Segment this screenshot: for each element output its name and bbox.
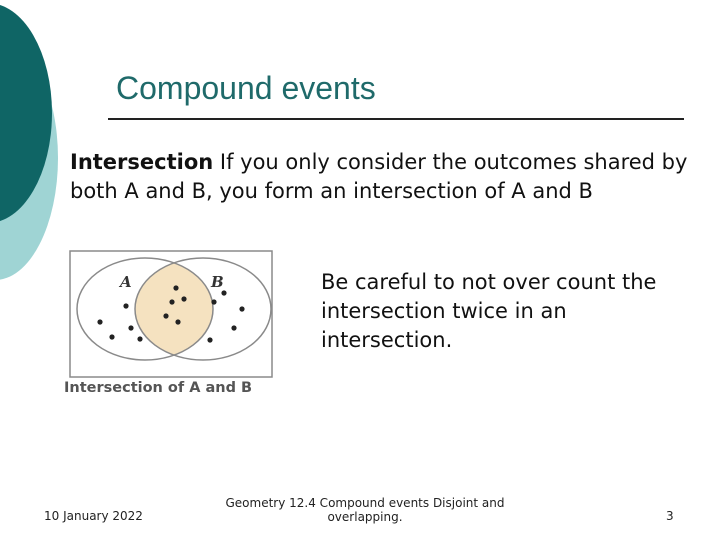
venn-caption: Intersection of A and B <box>64 380 253 396</box>
outcome-dot <box>221 290 226 295</box>
outcome-dot <box>181 296 186 301</box>
outcome-dot <box>211 299 216 304</box>
outcome-dot <box>97 319 102 324</box>
title-divider <box>108 118 684 120</box>
intro-term: Intersection <box>70 150 214 174</box>
venn-label-b: B <box>211 273 224 291</box>
outcome-dot <box>123 303 128 308</box>
caution-note: Be careful to not over count the intersection twice in an intersection. <box>321 270 657 352</box>
outcome-dot <box>109 334 114 339</box>
outcome-dot <box>169 299 174 304</box>
venn-diagram <box>64 246 284 398</box>
page-number: 3 <box>666 509 674 523</box>
intro-paragraph <box>70 148 690 206</box>
intro-body: If you only consider the outcomes shared by both A and B, you form an intersection of A and B <box>70 150 688 203</box>
outcome-dot <box>207 337 212 342</box>
outcome-dot <box>239 306 244 311</box>
outcome-dot <box>173 285 178 290</box>
footer-date: 10 January 2022 <box>44 509 143 523</box>
outcome-dot <box>163 313 168 318</box>
outcome-dot <box>137 336 142 341</box>
outcome-dot <box>231 325 236 330</box>
footer-course-title: Geometry 12.4 Compound events Disjoint and overlapping. <box>225 496 505 524</box>
slide-title: Compound events <box>116 70 376 106</box>
venn-label-a: A <box>120 273 132 291</box>
corner-decoration <box>0 0 60 290</box>
outcome-dot <box>128 325 133 330</box>
outcome-dot <box>175 319 180 324</box>
